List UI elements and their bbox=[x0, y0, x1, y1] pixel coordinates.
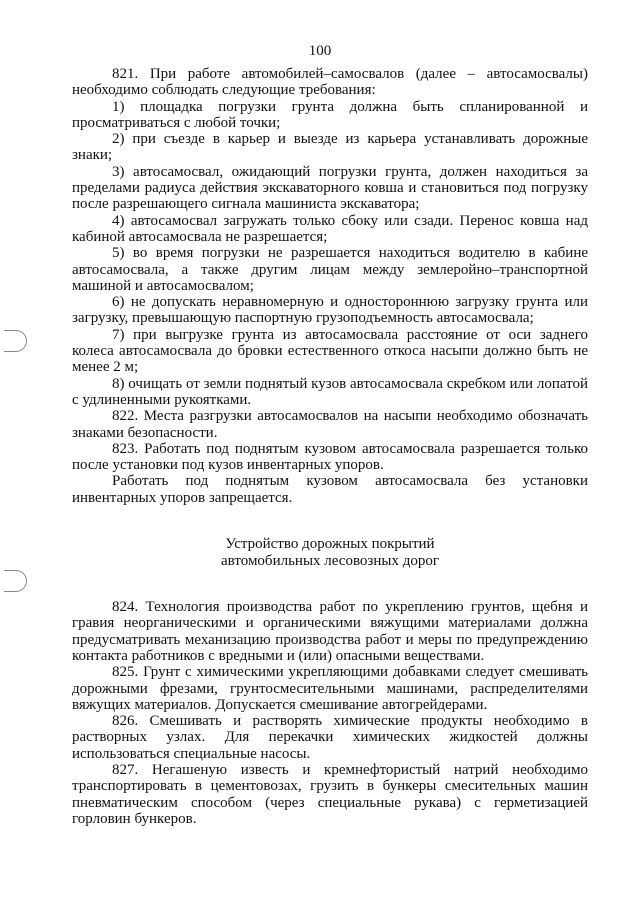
paragraph: 7) при выгрузке грунта из автосамосвала расстояние от оси заднего колеса автосамосвала до бровки естественного откоса насыпи должно быть не менее 2 м; bbox=[72, 326, 588, 376]
paragraph: 1) площадка погрузки грунта должна быть спланированной и просматриваться с любой точки; bbox=[72, 98, 588, 131]
section-heading bbox=[72, 536, 588, 569]
paragraph: 5) во время погрузки не разрешается находиться водителю в кабине автосамосвала, а также другим лицам между землеройно–транспортной машиной и автосамосвалом; bbox=[72, 245, 588, 294]
paragraph: 824. Технология производства работ по укреплению грунтов, щебня и гравия неорганическими и органическими вяжущими материалами должна предусматривать механизацию производства работ и меры по предупреждению контакта работников с вредными и (или) опасными веществами. bbox=[72, 599, 588, 664]
paragraph: 825. Грунт с химическими укрепляющими добавками следует смешивать дорожными фрезами, грунтосмесительными машинами, распределителями вяжущих материалов. Допускается смешивание автогрейдерами. bbox=[72, 664, 588, 713]
paragraph: 823. Работать под поднятым кузовом автосамосвала разрешается только после установки под кузов инвентарных упоров. bbox=[72, 440, 588, 474]
paragraph: 821. При работе автомобилей–самосвалов (далее – автосамосвалы) необходимо соблюдать следующие требования: bbox=[72, 66, 588, 99]
paragraph: Работать под поднятым кузовом автосамосвала без установки инвентарных упоров запрещается. bbox=[72, 473, 588, 506]
paragraph: 3) автосамосвал, ожидающий погрузки грунта, должен находиться за пределами радиуса действия экскаваторного ковша и становиться под погрузку после разрешающего сигнала машиниста экскаватора; bbox=[72, 163, 588, 213]
section-heading-line: автомобильных лесовозных дорог bbox=[221, 552, 439, 569]
punch-hole-mark bbox=[4, 330, 27, 352]
paragraph: 2) при съезде в карьер и выезде из карьера устанавливать дорожные знаки; bbox=[72, 131, 588, 164]
paragraph: 822. Места разгрузки автосамосвалов на насыпи необходимо обозначать знаками безопасности. bbox=[72, 408, 588, 441]
paragraph: 6) не допускать неравномерную и одностороннюю загрузку грунта или загрузку, превышающую паспортную грузоподъемность автосамосвала; bbox=[72, 294, 588, 327]
section-heading-line: Устройство дорожных покрытий bbox=[225, 536, 435, 553]
page-number: 100 bbox=[308, 43, 332, 59]
document-body bbox=[72, 66, 588, 827]
paragraph: 827. Негашеную известь и кремнефтористый натрий необходимо транспортировать в цементовозах, грузить в бункеры смесительных машин пневматическим способом (через специальные рукава) с герметизацией горловин бункеров. bbox=[72, 761, 588, 827]
paragraph: 4) автосамосвал загружать только сбоку или сзади. Перенос ковша над кабиной автосамосвала не разрешается; bbox=[72, 212, 588, 245]
punch-hole-mark bbox=[4, 570, 27, 592]
paragraph: 8) очищать от земли поднятый кузов автосамосвала скребком или лопатой с удлиненными рукоятками. bbox=[72, 375, 588, 408]
paragraph: 826. Смешивать и растворять химические продукты необходимо в растворных узлах. Для перекачки химических жидкостей должны использоваться специальные насосы. bbox=[72, 713, 588, 762]
